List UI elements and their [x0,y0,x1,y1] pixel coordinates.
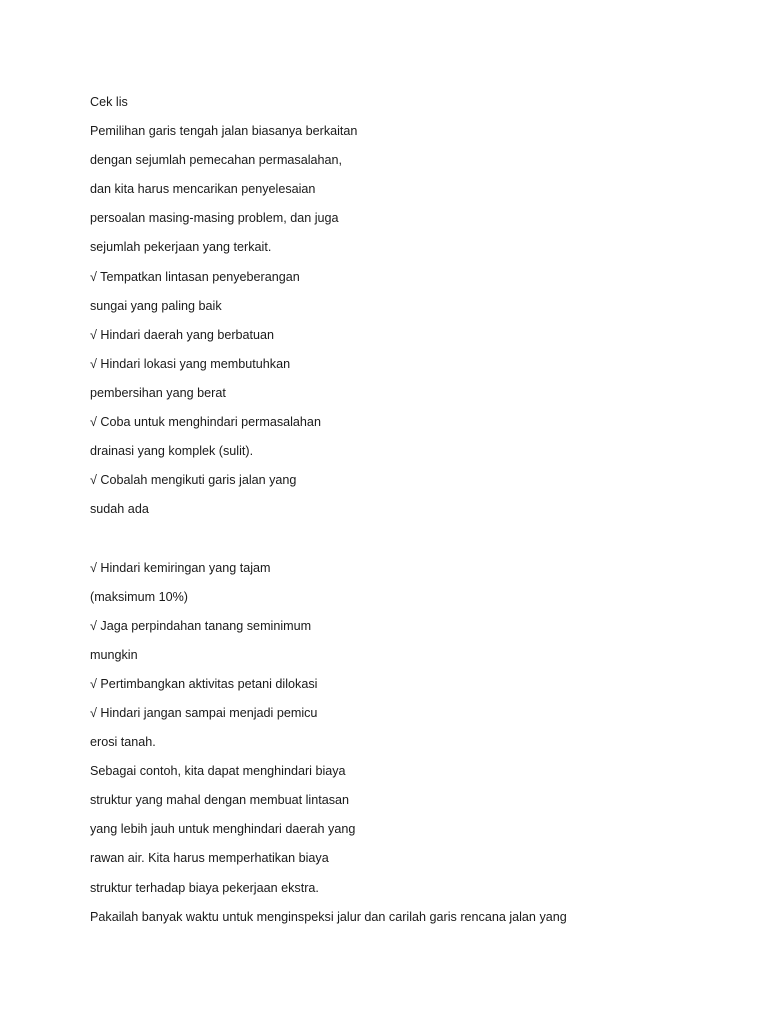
doc-line: struktur terhadap biaya pekerjaan ekstra. [90,880,319,895]
checklist-item: √ Cobalah mengikuti garis jalan yang [90,473,297,488]
doc-line: Sebagai contoh, kita dapat menghindari biaya [90,764,346,779]
doc-line: sudah ada [90,502,149,517]
doc-line: persoalan masing-masing problem, dan juga [90,211,339,226]
doc-line: Pakailah banyak waktu untuk menginspeksi jalur dan carilah garis rencana jalan yang [90,909,567,924]
checklist-item: √ Hindari daerah yang berbatuan [90,327,275,342]
checklist-item: √ Hindari jangan sampai menjadi pemicu [90,705,318,720]
doc-line: sejumlah pekerjaan yang terkait. [90,240,272,255]
doc-line: mungkin [90,647,138,662]
doc-line: drainasi yang komplek (sulit). [90,444,254,459]
doc-line: dan kita harus mencarikan penyelesaian [90,182,316,197]
checklist-item: √ Hindari lokasi yang membutuhkan [90,356,291,371]
checklist-item: √ Jaga perpindahan tanang seminimum [90,618,312,633]
doc-line: erosi tanah. [90,735,156,750]
checklist-item: √ Pertimbangkan aktivitas petani dilokasi [90,676,318,691]
doc-line: pembersihan yang berat [90,385,226,400]
checklist-item: √ Tempatkan lintasan penyeberangan [90,269,300,284]
checklist-item: √ Hindari kemiringan yang tajam [90,560,271,575]
blank-line [90,528,730,557]
doc-line: struktur yang mahal dengan membuat lintasan [90,793,350,808]
doc-line: Pemilihan garis tengah jalan biasanya berkaitan [90,124,358,139]
doc-line: sungai yang paling baik [90,298,222,313]
doc-line: yang lebih jauh untuk menghindari daerah yang [90,822,356,837]
doc-line: rawan air. Kita harus memperhatikan biaya [90,851,329,866]
doc-heading: Cek lis [90,95,128,109]
doc-line: dengan sejumlah pemecahan permasalahan, [90,153,343,168]
checklist-item: √ Coba untuk menghindari permasalahan [90,415,321,430]
document-body [90,92,730,936]
doc-line: (maksimum 10%) [90,589,188,604]
